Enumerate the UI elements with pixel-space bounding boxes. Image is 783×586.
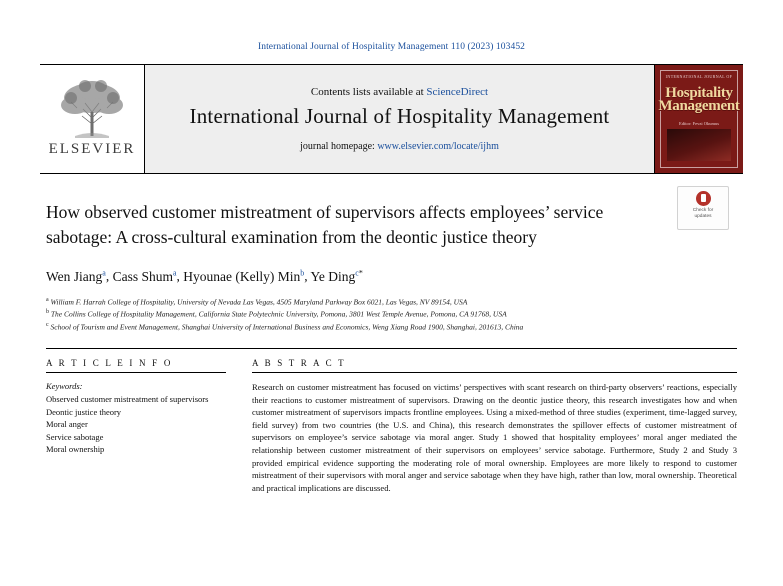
list-item: Service sabotage	[46, 431, 104, 442]
publisher-name: ELSEVIER	[48, 141, 136, 157]
list-item: Observed customer mistreatment of supervisors	[46, 394, 209, 404]
affiliation-mark: c	[46, 321, 49, 328]
journal-homepage-line	[300, 141, 499, 152]
abstract-column	[252, 358, 737, 494]
elsevier-tree-icon	[55, 78, 129, 140]
author-name: Cass Shum	[112, 268, 173, 284]
author-affil-mark: b	[300, 268, 305, 277]
page-title: How observed customer mistreatment of supervisors affects employees’ service sabotage: A cross-cultural examination from the deontic justice theory	[46, 202, 604, 247]
affiliation-text: School of Tourism and Event Management, Shanghai University of International Business and Economics, Weng Xiang Road 1900, Shanghai, 201613, China	[50, 322, 524, 331]
author-name: Wen Jiang	[46, 268, 103, 284]
cover-top-text: INTERNATIONAL JOURNAL OF	[665, 74, 733, 79]
list-item: Moral anger	[46, 419, 88, 429]
article-info-rule	[46, 372, 226, 373]
list-item: Deontic justice theory	[46, 406, 122, 417]
header-divider	[46, 348, 737, 349]
contents-prefix: Contents lists available at	[310, 86, 424, 98]
title-block	[46, 200, 737, 250]
abstract-heading: A B S T R A C T	[252, 358, 346, 368]
affiliation-text: The Collins College of Hospitality Management, California State Polytechnic University, Pomona, 3801 West Temple Avenue, Pomona, CA 91768, USA	[50, 309, 507, 319]
journal-masthead	[40, 64, 743, 174]
affiliation-item	[46, 307, 737, 320]
author-affil-mark: c	[355, 268, 359, 277]
running-head: International Journal of Hospitality Management 110 (2023) 103452	[257, 42, 526, 52]
author-affil-mark: a	[172, 268, 177, 277]
check-for-updates-line1: Check for	[692, 208, 714, 213]
cover-photo	[667, 129, 731, 161]
author-item[interactable]	[113, 269, 177, 284]
crossmark-check-for-updates-badge[interactable]	[677, 186, 729, 230]
keywords-label: Keywords:	[46, 381, 83, 391]
author-item[interactable]	[46, 269, 106, 284]
list-item: Moral ownership	[46, 444, 105, 454]
article-info-heading: A R T I C L E I N F O	[46, 358, 173, 368]
check-for-updates-line2: updates	[694, 214, 712, 219]
keywords-list	[46, 393, 226, 456]
author-list: Wen Jiang$^a$, Cass Shum$^a$, Hyounae (Kelly) Min$^b$, Ye Ding$^{c*}$	[46, 268, 363, 284]
abstract-rule	[252, 372, 737, 373]
journal-title: International Journal of Hospitality Management	[189, 104, 610, 128]
affiliation-item	[46, 320, 737, 333]
crossmark-icon	[696, 191, 711, 206]
affiliation-item	[46, 295, 737, 308]
cover-sub-text: Editor: Fevzi Okumus	[679, 121, 719, 126]
affiliation-mark: b	[46, 309, 49, 315]
abstract-text: Research on customer mistreatment has focused on victims’ perspectives with scant research on third-party observers’ reactions, especially their reactions to customer mistreatment of supervisors. Drawing on the deontic justice theory, this research investigates how and when customer mistreatment of supervisors impacts frontline employees. Using a mixed-method of three studies (experiment, time-lagged survey, field survey) from two countries (the U.S. and China), this research demonstrates the spillover effects of customer mistreatment of supervisors on employee’s service sabotage via moral anger. Study 1 showed that hospitality employees’ moral anger mediated the relationship between customer mistreatment of their supervisors on employees’ service sabotage. Furthermore, Study 2 and Study 3 provided empirical evidence supporting the moderating role of moral ownership. Employees are more likely to respond to customer mistreatment of their supervisors with moral anger and service sabotage when they have high, rather than low, moral ownership. Theoretical and practical implications are discussed.	[252, 382, 737, 493]
journal-homepage-link[interactable]: www.elsevier.com/locate/ijhm	[377, 141, 499, 152]
publisher-logo	[40, 65, 145, 173]
author-item[interactable]	[183, 269, 304, 284]
affiliation-text: William F. Harrah College of Hospitality, University of Nevada Las Vegas, 4505 Maryland Parkway Box 6021, Las Vegas, NV 89154, USA	[50, 297, 468, 306]
author-affil-mark: a	[102, 268, 106, 277]
sciencedirect-link[interactable]: ScienceDirect	[426, 86, 489, 98]
affiliation-mark: a	[46, 296, 49, 303]
contents-available-line	[311, 86, 488, 98]
homepage-prefix: journal homepage:	[300, 141, 375, 152]
cover-main-text: Hospitality Management	[658, 85, 740, 114]
masthead-center	[145, 65, 655, 173]
article-info-column	[46, 358, 226, 494]
info-abstract-columns	[46, 358, 737, 494]
author-name: Hyounae (Kelly) Min	[183, 268, 301, 284]
author-name: Ye Ding	[310, 268, 356, 284]
corresponding-author-mark: *	[358, 268, 363, 277]
author-item[interactable]	[311, 269, 363, 284]
affiliation-list	[46, 295, 737, 333]
journal-cover-image	[655, 65, 743, 173]
